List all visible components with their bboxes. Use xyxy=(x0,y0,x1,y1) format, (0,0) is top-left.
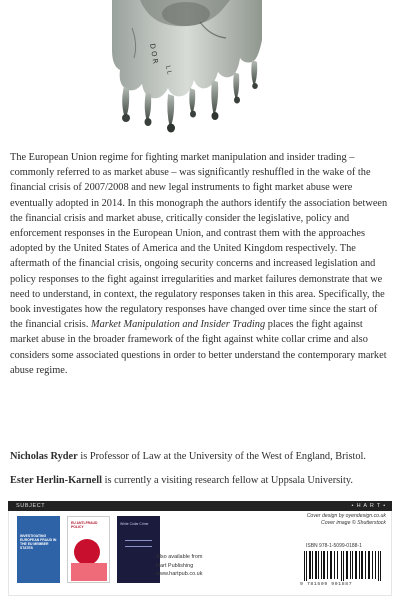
also-available-text xyxy=(156,553,202,579)
website-link[interactable]: www.hartpub.co.uk xyxy=(156,571,203,577)
svg-text:D O R: D O R xyxy=(148,42,160,65)
author-bio-text: is Professor of Law at the University of the West of England, Bristol. xyxy=(80,451,367,462)
isbn-label: ISBN 978-1-5099-0188-1 xyxy=(306,543,362,549)
book-cover-thumbnail xyxy=(17,516,60,583)
author-bio-2 xyxy=(10,450,390,464)
book-cover-thumbnail xyxy=(67,516,110,583)
also-available-label: Also available from xyxy=(156,554,203,560)
book-cover-thumbnail xyxy=(117,516,160,583)
subject-label: SUBJECT xyxy=(16,502,46,509)
book-cover-title: EU ANTI-FRAUD POLICY xyxy=(71,521,98,529)
cover-image-credit: Cover image © Shutterstock xyxy=(321,520,386,526)
author-name: Nicholas Ryder xyxy=(10,451,78,462)
publisher-logo: • H A R T • xyxy=(351,502,386,509)
cover-rule xyxy=(125,546,152,547)
hart-publishing-label: Hart Publishing xyxy=(156,562,194,569)
barcode xyxy=(304,551,382,581)
svg-text:L L: L L xyxy=(164,64,173,75)
blurb-paragraph: The European Union regime for fighting market manipulation and insider trading – commonly referred to as market abuse – was significantly reshuffled in the wake of the financial crisis of 2007/2008 and new legal instruments to fight market abuse were eventually adopted in 2014. In this monograph the authors identify the association between the financial crisis and market abuse, critically consider the legislative, policy and enforcement responses in the European Union, and contrast them with the approaches adopted by the United States of America and the United Kingdom respectively. The aftermath of the financial crisis, ongoing security concerns and increased legislation and policy responses to the fight against irregularities and market failures demonstrate that we need to understand, in context, the regulatory responses taken in this area. Specifically, the book investigates how the regulatory responses have changed over time since the start of the financial crisis. xyxy=(10,152,388,331)
subject-bar xyxy=(8,501,392,511)
author-bio-1 xyxy=(10,474,390,488)
cover-graphic xyxy=(71,563,107,581)
cover-rule xyxy=(125,540,152,541)
barcode-digits: 9 781509 901887 xyxy=(300,582,353,587)
author-name: Ester Herlin-Karnell xyxy=(10,475,103,486)
melting-banknote-illustration xyxy=(0,0,400,138)
author-bio-text: is currently a visiting research fellow at Uppsala University. xyxy=(104,475,353,486)
book-cover-title: INVESTIGATING EUROPEAN FRAUD IN THE EU MEMBER STATES xyxy=(20,534,57,550)
blurb-paragraph-continued: places the fight against market abuse in the broader framework of the fight against white collar crime and also considers some associated questions in order to better understand the contemporary market abuse regime. xyxy=(10,319,387,376)
back-cover-blurb xyxy=(10,150,388,378)
book-title-italic: Market Manipulation and Insider Trading xyxy=(91,319,266,331)
book-cover-title: White Collar Crime xyxy=(120,522,149,526)
cover-credits xyxy=(307,513,386,527)
cover-graphic xyxy=(74,539,100,565)
cover-design-credit: Cover design by oyendesign.co.uk xyxy=(306,513,386,519)
